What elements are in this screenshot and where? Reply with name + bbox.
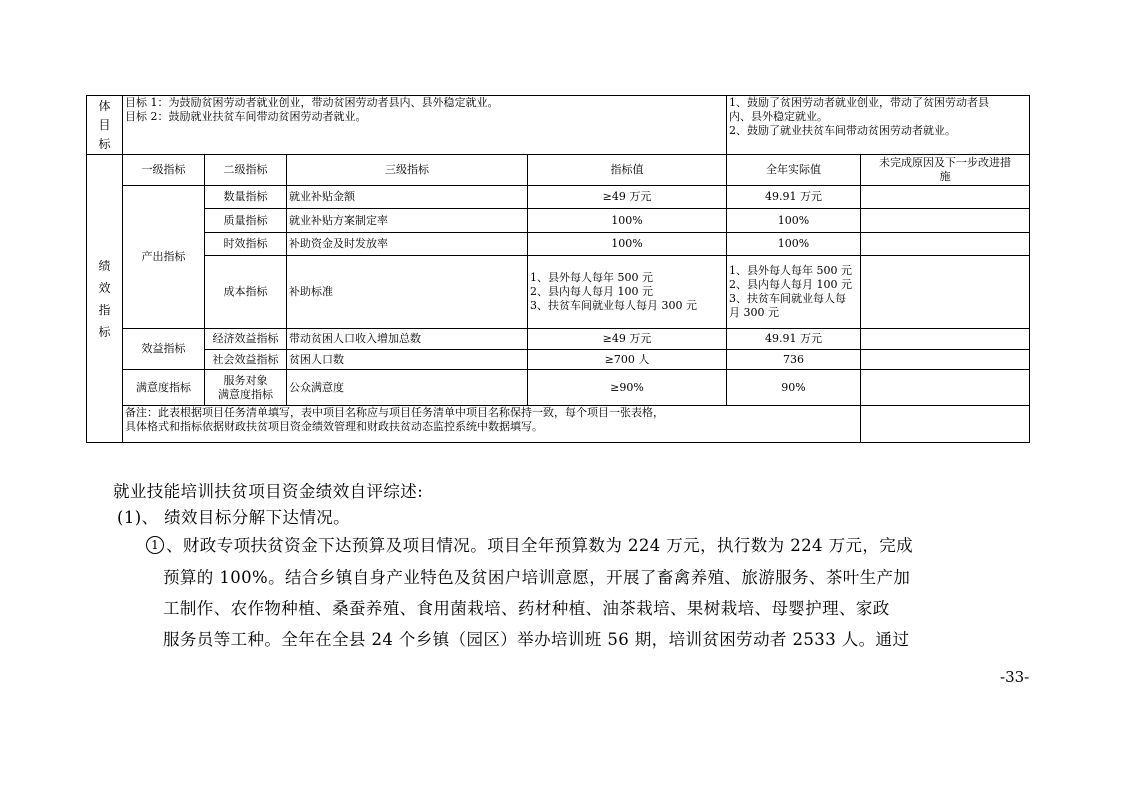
- row-social-l2: 社会效益指标: [205, 350, 287, 370]
- row-social-target: ≥700 人: [528, 350, 727, 370]
- row-economic-reason: [861, 328, 1030, 349]
- row-quantity-actual: 49.91 万元: [727, 185, 861, 208]
- row-economic-actual: 49.91 万元: [727, 328, 861, 349]
- row-quality-l2: 质量指标: [205, 209, 287, 232]
- row-service-reason: [861, 370, 1030, 406]
- row-social-l3: 贫困人口数: [287, 350, 528, 370]
- row-timeliness-target: 100%: [528, 232, 727, 255]
- paragraph-line-4: 服务员等工种。全年在全县 24 个乡镇（园区）举办培训班 56 期，培训贫困劳动者 2533 人。通过: [163, 630, 910, 649]
- row-service-actual: 90%: [727, 370, 861, 406]
- row-economic-l3: 带动贫困人口收入增加总数: [287, 328, 528, 349]
- row-social-actual: 736: [727, 350, 861, 370]
- header-actual: 全年实际值: [727, 155, 861, 186]
- row-quantity-l2: 数量指标: [205, 185, 287, 208]
- row-quantity-target: ≥49 万元: [528, 185, 727, 208]
- row-quantity-l3: 就业补贴金额: [287, 185, 528, 208]
- row-service-l2: 服务对象 满意度指标: [205, 370, 287, 406]
- row-timeliness-reason: [861, 232, 1030, 255]
- goal-targets-cell: 目标 1：为鼓励贫困劳动者就业创业，带动贫困劳动者县内、县外稳定就业。 目标 2：鼓励就业扶贫车间带动贫困劳动者就业。: [123, 96, 727, 155]
- row-timeliness-l3: 补助资金及时发放率: [287, 232, 528, 255]
- performance-section-label: 绩 效 指 标: [87, 155, 123, 443]
- row-cost-reason: [861, 256, 1030, 328]
- row-cost-l3: 补助标准: [287, 256, 528, 328]
- row-service-target: ≥90%: [528, 370, 727, 406]
- goal-results-cell: 1、鼓励了贫困劳动者就业创业，带动了贫困劳动者县 内、县外稳定就业。 2、鼓励了就业扶贫车间带动贫困劳动者就业。: [727, 96, 1030, 155]
- row-timeliness-actual: 100%: [727, 232, 861, 255]
- note-empty-actual: [861, 406, 1030, 443]
- row-quality-target: 100%: [528, 209, 727, 232]
- row-quality-reason: [861, 209, 1030, 232]
- row-economic-l2: 经济效益指标: [205, 328, 287, 349]
- paragraph-line-1: 1 、财政专项扶贫资金下达预算及项目情况。项目全年预算数为 224 万元，执行数为 224 万元，完成: [146, 532, 913, 556]
- row-cost-actual: 1、县外每人每年 500 元 2、县内每人每月 100 元 3、扶贫车间就业每人每 月 300 元: [727, 256, 861, 328]
- goal-row-header: 体 目 标: [87, 96, 123, 155]
- narrative-heading: 就业技能培训扶贫项目资金绩效自评综述:: [113, 482, 424, 501]
- group-benefit: 效益指标: [123, 328, 205, 370]
- row-quality-l3: 就业补贴方案制定率: [287, 209, 528, 232]
- header-level1: 一级指标: [123, 155, 205, 186]
- group-satisfaction: 满意度指标: [123, 370, 205, 406]
- group-output: 产出指标: [123, 185, 205, 328]
- row-quantity-reason: [861, 185, 1030, 208]
- row-cost-l2: 成本指标: [205, 256, 287, 328]
- narrative-item-label: (1)、 绩效目标分解下达情况。: [117, 508, 351, 527]
- row-service-l3: 公众满意度: [287, 370, 528, 406]
- header-reason: 未完成原因及下一步改进措 施: [861, 155, 1030, 186]
- row-timeliness-l2: 时效指标: [205, 232, 287, 255]
- page-number: -33-: [1000, 668, 1030, 686]
- header-level2: 二级指标: [205, 155, 287, 186]
- row-social-reason: [861, 350, 1030, 370]
- row-economic-target: ≥49 万元: [528, 328, 727, 349]
- row-quality-actual: 100%: [727, 209, 861, 232]
- paragraph-line-3: 工制作、农作物种植、桑蚕养殖、食用菌栽培、药材种植、油茶栽培、果树栽培、母婴护理、家政: [163, 599, 890, 618]
- performance-table: [86, 95, 1030, 443]
- row-cost-target: 1、县外每人每年 500 元 2、县内每人每月 100 元 3、扶贫车间就业每人每月 300 元: [528, 256, 727, 328]
- header-target: 指标值: [528, 155, 727, 186]
- circled-number-one: 1: [146, 536, 164, 554]
- header-level3: 三级指标: [287, 155, 528, 186]
- table-note: 备注：此表根据项目任务清单填写，表中项目名称应与项目任务清单中项目名称保持一致，每个项目一张表格， 具体格式和指标依据财政扶贫项目资金绩效管理和财政扶贫动态监控系统中数据填写。: [123, 406, 861, 443]
- paragraph-line-2: 预算的 100%。结合乡镇自身产业特色及贫困户培训意愿，开展了畜禽养殖、旅游服务、茶叶生产加: [163, 568, 911, 587]
